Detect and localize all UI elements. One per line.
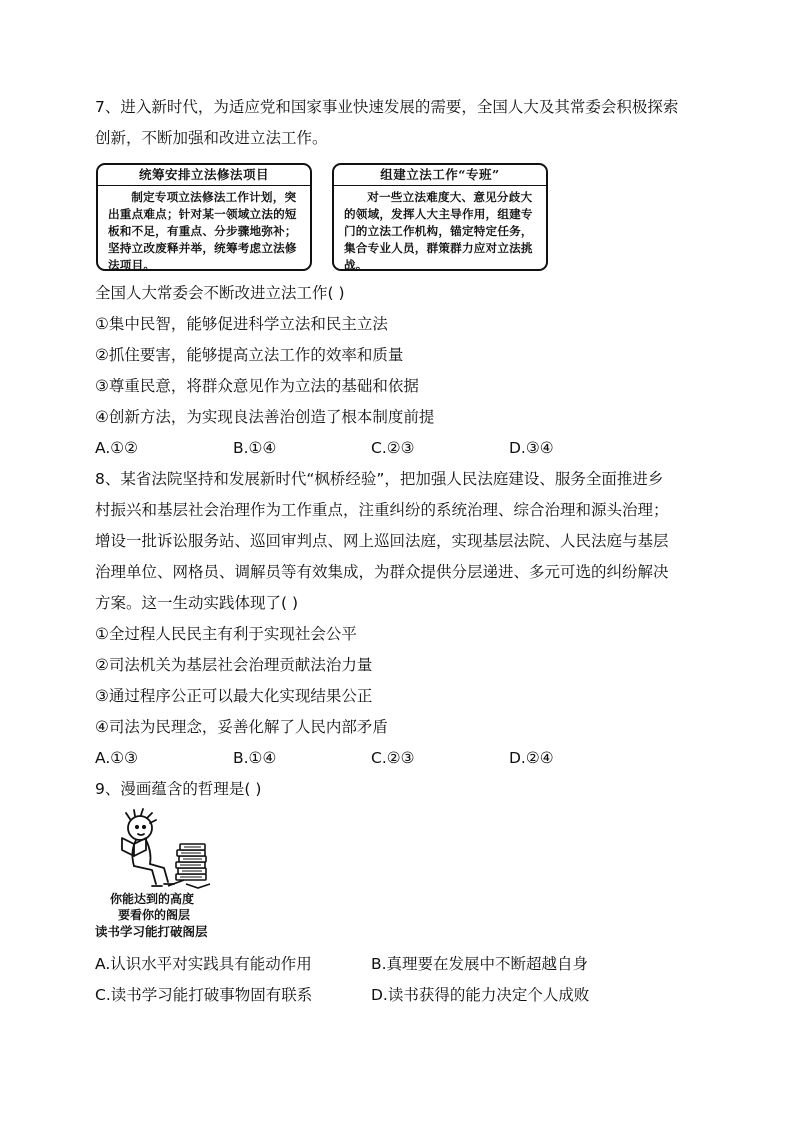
q8-option-d[interactable]: D.②④: [509, 749, 554, 767]
q7-option-a[interactable]: A.①②: [95, 439, 139, 457]
q8-stem-line-1: 8、某省法院坚持和发展新时代“枫桥经验”，把加强人民法庭建设、服务全面推进乡: [95, 470, 664, 488]
q7-item-1: ①集中民智，能够促进科学立法和民主立法: [95, 315, 388, 333]
q7-material-box-1: [96, 163, 312, 271]
q9-option-c[interactable]: C.读书学习能打破事物固有联系: [95, 986, 313, 1004]
cartoon-title: 读书学习能打破阁层: [95, 924, 208, 939]
q7-stem-line-1: 7、进入新时代，为适应党和国家事业快速发展的需要，全国人大及其常委会积极探索: [95, 98, 679, 116]
q7-question: 全国人大常委会不断改进立法工作( ): [95, 284, 345, 302]
reading-cartoon-illustration: [106, 808, 216, 892]
q8-item-2: ②司法机关为基层社会治理贡献法治力量: [95, 656, 373, 674]
q9-stem: 9、漫画蕴含的哲理是( ): [95, 780, 262, 798]
q8-stem-line-3: 增设一批诉讼服务站、巡回审判点、网上巡回法庭，实现基层法院、人民法庭与基层: [95, 532, 669, 550]
q7-box2-title: 组建立法工作“专班”: [334, 165, 546, 186]
q9-option-a[interactable]: A.认识水平对实践具有能动作用: [95, 955, 312, 973]
q7-material-box-2: [332, 163, 548, 271]
q8-stem-line-5: 方案。这一生动实践体现了( ): [95, 594, 299, 612]
q8-stem-line-4: 治理单位、网格员、调解员等有效集成，为群众提供分层递进、多元可选的纠纷解决: [95, 563, 669, 581]
q7-item-4: ④创新方法，为实现良法善治创造了根本制度前提: [95, 408, 435, 426]
q7-option-b[interactable]: B.①④: [233, 439, 277, 457]
q9-option-d[interactable]: D.读书获得的能力决定个人成败: [371, 986, 590, 1004]
q7-option-d[interactable]: D.③④: [509, 439, 554, 457]
q7-box1-body: 制定专项立法修法工作计划，突出重点难点；针对某一领域立法的短板和不足，有重点、分步骤地弥补；坚持立改废释并举，统筹考虑立法修法项目。: [108, 190, 297, 272]
q8-option-b[interactable]: B.①④: [233, 749, 277, 767]
q7-item-3: ③尊重民意，将群众意见作为立法的基础和依据: [95, 377, 419, 395]
q8-option-c[interactable]: C.②③: [371, 749, 415, 767]
q8-item-3: ③通过程序公正可以最大化实现结果公正: [95, 687, 373, 705]
q7-stem-line-2: 创新，不断加强和改进立法工作。: [95, 129, 328, 147]
cartoon-caption-2: 要看你的阁层: [118, 908, 191, 922]
q8-stem-line-2: 村振兴和基层社会治理作为工作重点，注重纠纷的系统治理、综合治理和源头治理；: [95, 501, 669, 519]
q7-option-c[interactable]: C.②③: [371, 439, 415, 457]
q8-option-a[interactable]: A.①③: [95, 749, 139, 767]
q7-box2-body: 对一些立法难度大、意见分歧大的领域，发挥人大主导作用，组建专门的立法工作机构，锚定特定任务，集合专业人员，群策群力应对立法挑战。: [344, 190, 533, 272]
q8-item-1: ①全过程人民民主有利于实现社会公平: [95, 625, 357, 643]
q8-item-4: ④司法为民理念，妥善化解了人民内部矛盾: [95, 718, 388, 736]
q7-box1-title: 统筹安排立法修法项目: [98, 165, 310, 186]
q9-option-b[interactable]: B.真理要在发展中不断超越自身: [371, 955, 589, 973]
cartoon-caption-1: 你能达到的高度: [110, 892, 195, 906]
q7-item-2: ②抓住要害，能够提高立法工作的效率和质量: [95, 346, 404, 364]
